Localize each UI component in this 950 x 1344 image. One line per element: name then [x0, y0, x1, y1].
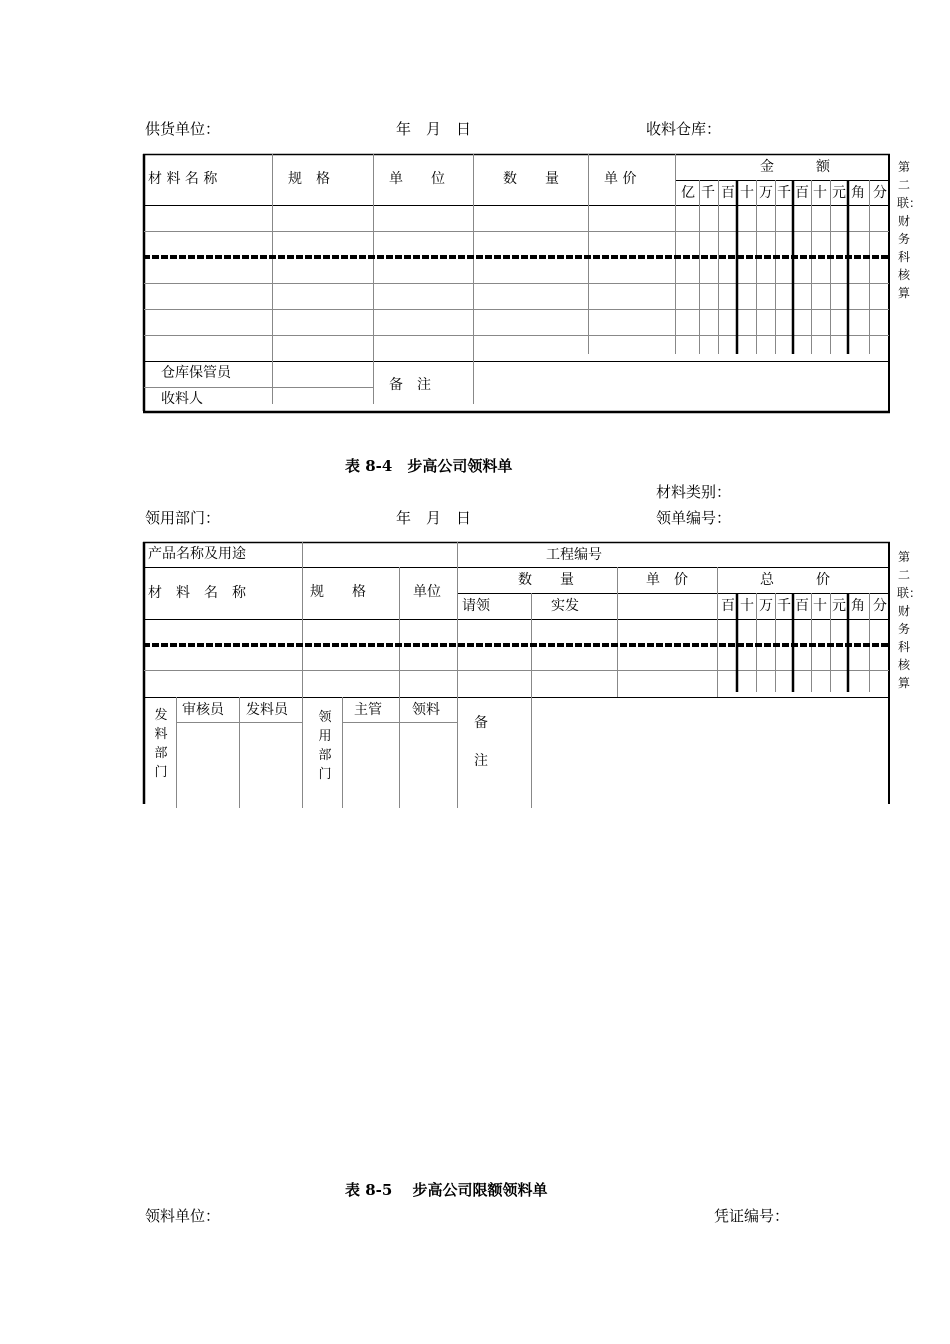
digit-header: 十 — [813, 598, 827, 614]
col-requested: 请领 — [462, 598, 490, 614]
digit-header: 分 — [873, 598, 887, 614]
form1-date-label: 年 月 日 — [396, 120, 472, 138]
digit-header: 十 — [813, 185, 827, 201]
using-dept-vertical-label: 领用部门 — [318, 710, 332, 782]
digit-header: 百 — [721, 598, 735, 614]
warehouse-keeper-label: 仓库保管员 — [161, 365, 231, 381]
issuing-dept-label: 发料部门 — [154, 708, 168, 780]
col-spec: 规 格 — [310, 584, 366, 600]
order-no-label: 领单编号： — [656, 509, 732, 527]
col-unit-price: 单 价 — [604, 171, 637, 187]
auditor-label: 审核员 — [182, 702, 224, 718]
remark-label: 备注 — [474, 715, 488, 769]
issuer-label: 发料员 — [246, 702, 288, 718]
digit-header: 万 — [759, 598, 773, 614]
using-dept-label: 领用部门： — [145, 509, 221, 527]
col-unit: 单 位 — [389, 171, 445, 187]
col-quantity: 数 量 — [503, 171, 559, 187]
warehouse-label: 收料仓库： — [646, 120, 722, 138]
digit-header: 亿 — [681, 185, 695, 201]
supplier-label: 供货单位： — [145, 120, 221, 138]
form2-title: 表 8-4 步高公司领料单 — [345, 457, 513, 475]
digit-header: 百 — [721, 185, 735, 201]
digit-header: 元 — [832, 598, 846, 614]
digit-header: 千 — [777, 598, 791, 614]
digit-header: 千 — [701, 185, 715, 201]
digit-header: 百 — [795, 598, 809, 614]
col-quantity: 数 量 — [518, 572, 574, 588]
col-product-usage: 产品名称及用途 — [148, 546, 246, 562]
remark-label: 备 注 — [389, 377, 431, 393]
digit-header: 千 — [777, 185, 791, 201]
copy-note: 第二联：财务科核算 — [897, 160, 922, 300]
copy-note: 第二联：财务科核算 — [897, 550, 922, 690]
digit-header: 角 — [851, 185, 865, 201]
digit-header: 万 — [759, 185, 773, 201]
material-category-label: 材料类别： — [656, 483, 732, 501]
digit-header: 百 — [795, 185, 809, 201]
col-project-no: 工程编号 — [546, 547, 602, 563]
digit-header: 角 — [851, 598, 865, 614]
form2-date-label: 年 月 日 — [396, 509, 472, 527]
digit-header: 十 — [740, 185, 754, 201]
receiver-label: 收料人 — [161, 391, 203, 407]
col-issued: 实发 — [551, 598, 579, 614]
receiving-unit-label: 领料单位： — [145, 1207, 221, 1225]
picker-label: 领料 — [412, 702, 440, 718]
form3-title: 表 8-5 步高公司限额领料单 — [345, 1181, 548, 1199]
voucher-no-label: 凭证编号： — [714, 1207, 790, 1225]
supervisor-label: 主管 — [354, 702, 382, 718]
digit-header: 分 — [873, 185, 887, 201]
col-material-name: 材 料 名 称 — [148, 171, 218, 187]
col-spec: 规 格 — [288, 171, 330, 187]
digit-header: 十 — [740, 598, 754, 614]
col-amount: 金 额 — [760, 159, 830, 175]
col-total-price: 总 价 — [760, 572, 830, 588]
col-material-name: 材 料 名 称 — [148, 585, 246, 601]
col-unit: 单位 — [413, 584, 441, 600]
digit-header: 元 — [832, 185, 846, 201]
col-unit-price: 单 价 — [646, 572, 688, 588]
